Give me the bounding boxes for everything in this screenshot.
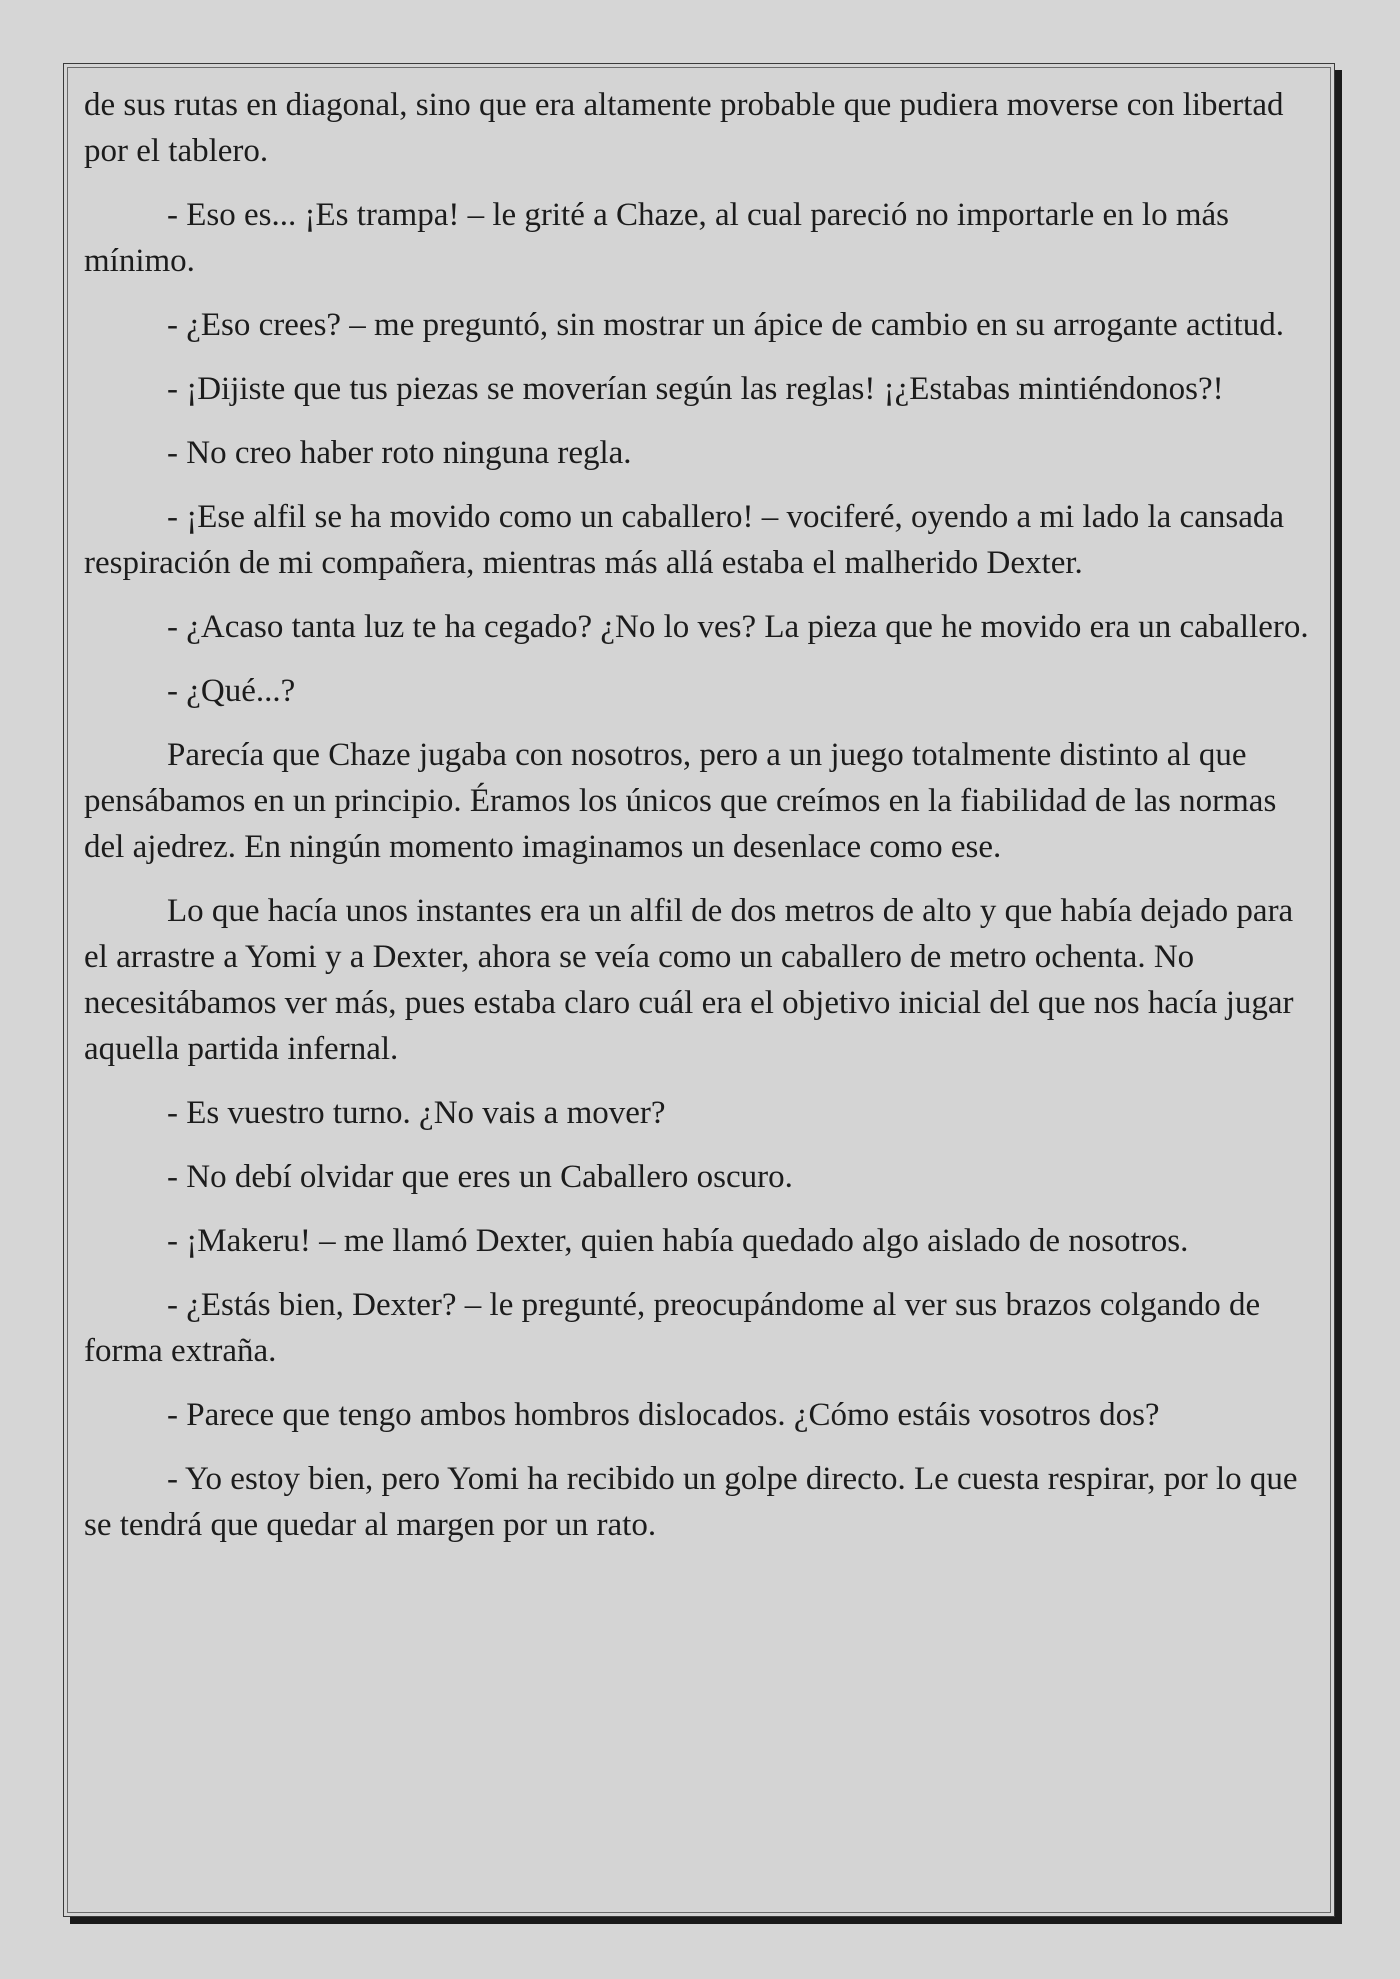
paragraph: - ¿Eso crees? – me preguntó, sin mostrar un ápice de cambio en su arrogante actitud.: [167, 307, 1285, 343]
paragraph: - Yo estoy bien, pero Yomi ha recibido un golpe directo. Le cuesta respirar, por lo que se tendrá que quedar al margen por un rato.: [84, 1461, 1298, 1543]
paragraph: - ¡Ese alfil se ha movido como un caballero! – vociferé, oyendo a mi lado la cansada respiración de mi compañera, mientras más allá estaba el malherido Dexter.: [84, 499, 1284, 581]
paragraph: - Eso es... ¡Es trampa! – le grité a Chaze, al cual pareció no importarle en lo más mínimo.: [84, 197, 1230, 279]
paragraph: de sus rutas en diagonal, sino que era altamente probable que pudiera moverse con libertad por el tablero.: [84, 87, 1284, 169]
paragraph: - Es vuestro turno. ¿No vais a mover?: [167, 1095, 666, 1131]
paragraph: - No debí olvidar que eres un Caballero oscuro.: [167, 1159, 793, 1195]
paragraph: Parecía que Chaze jugaba con nosotros, pero a un juego totalmente distinto al que pensábamos en un principio. Éramos los únicos que creímos en la fiabilidad de las normas del ajedrez. En ningún momento imaginamos un desenlace como ese.: [84, 737, 1277, 865]
paragraph: - ¡Dijiste que tus piezas se moverían según las reglas! ¡¿Estabas mintiéndonos?!: [167, 371, 1224, 407]
paragraph: - ¿Estás bien, Dexter? – le pregunté, preocupándome al ver sus brazos colgando de forma extraña.: [84, 1287, 1261, 1369]
paragraph: - ¿Acaso tanta luz te ha cegado? ¿No lo ves? La pieza que he movido era un caballero.: [167, 609, 1309, 645]
paragraph: Lo que hacía unos instantes era un alfil de dos metros de alto y que había dejado para el arrastre a Yomi y a Dexter, ahora se veía como un caballero de metro ochenta. No necesitábamos ver más, pues estaba claro cuál era el objetivo inicial del que nos hacía jugar aquella partida infernal.: [84, 893, 1294, 1067]
paragraph: - ¡Makeru! – me llamó Dexter, quien había quedado algo aislado de nosotros.: [167, 1223, 1189, 1259]
paragraph: - ¿Qué...?: [167, 673, 296, 709]
document-body: [84, 82, 1316, 1566]
paragraph: - No creo haber roto ninguna regla.: [167, 435, 632, 471]
paragraph: - Parece que tengo ambos hombros dislocados. ¿Cómo estáis vosotros dos?: [167, 1397, 1160, 1433]
